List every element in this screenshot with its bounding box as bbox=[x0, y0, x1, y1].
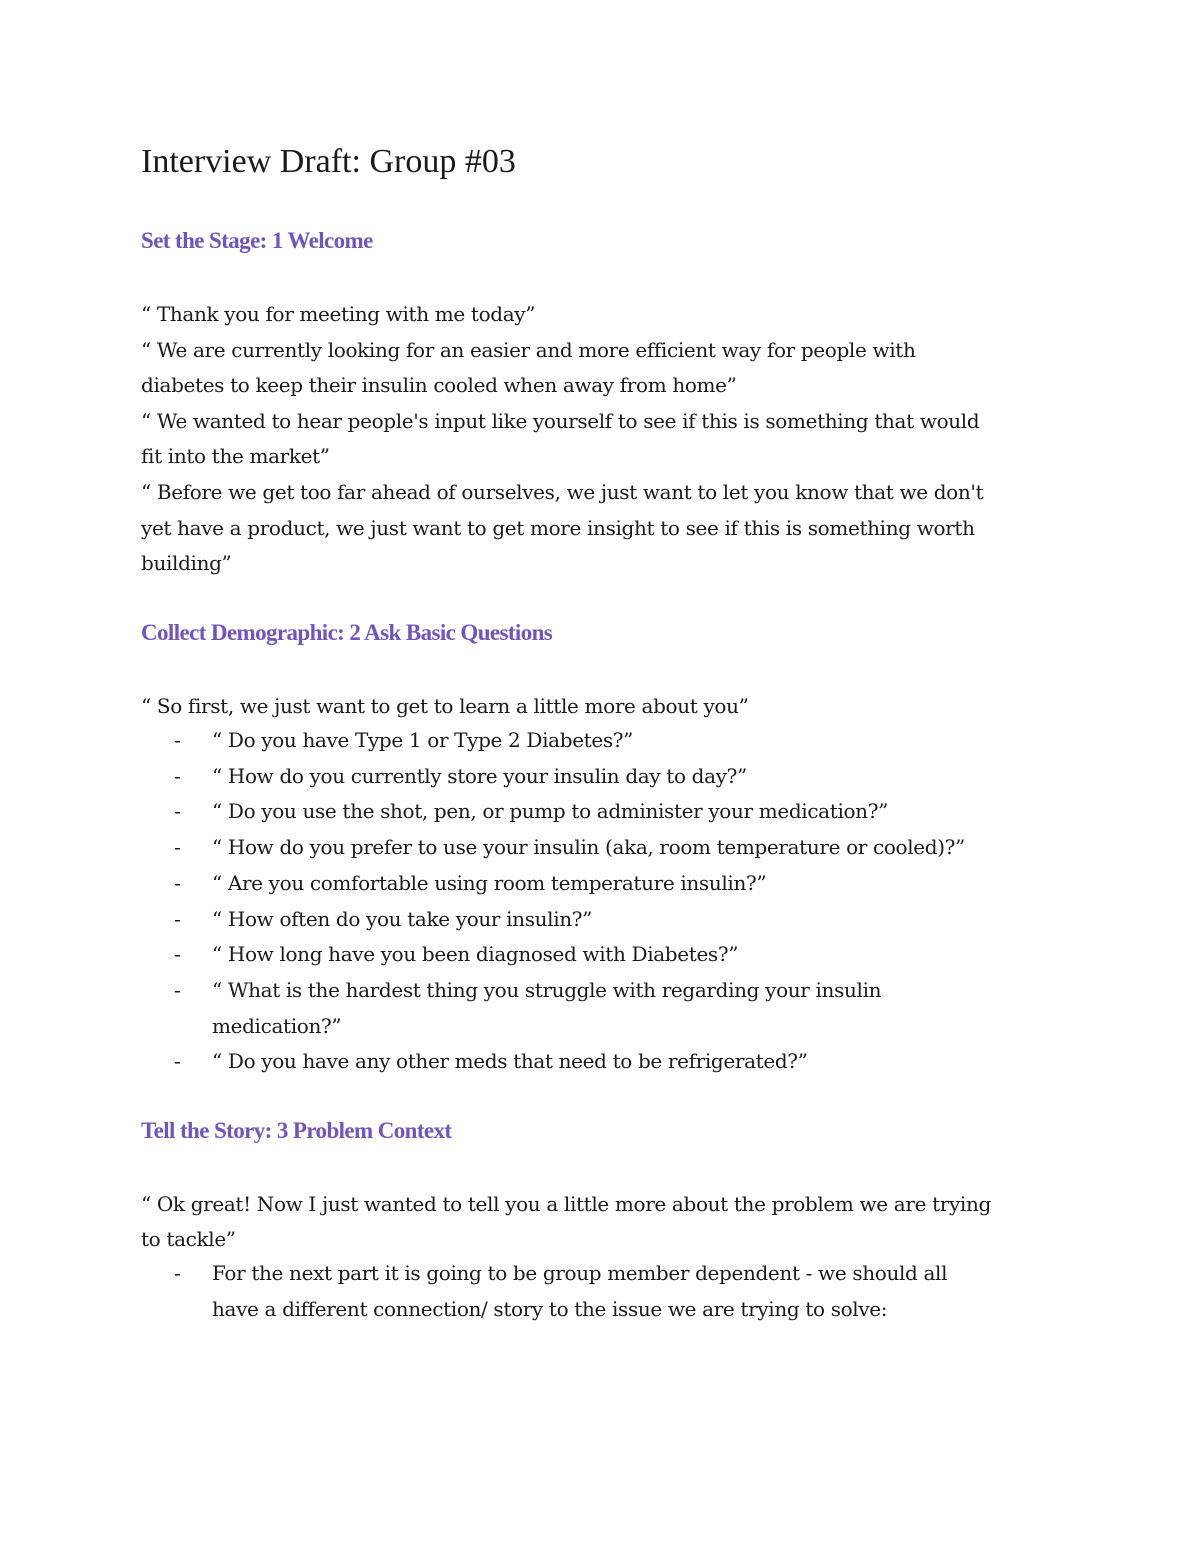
welcome-line-8: building” bbox=[141, 551, 232, 575]
list-item bbox=[141, 1044, 965, 1080]
bullet-dash: - bbox=[174, 835, 181, 860]
story-instruction-continuation: have a different connection/ story to the issue we are trying to solve: bbox=[212, 1296, 888, 1321]
question-text: “ Do you have any other meds that need to be refrigerated?” bbox=[212, 1049, 808, 1074]
bullet-dash: - bbox=[174, 1261, 181, 1285]
section-heading-problem-context: Tell the Story: 3 Problem Context bbox=[141, 1118, 452, 1143]
question-text: “ Are you comfortable using room temperature insulin?” bbox=[212, 870, 767, 895]
list-item bbox=[141, 973, 965, 1044]
bullet-dash: - bbox=[174, 799, 181, 824]
bullet-dash: - bbox=[174, 763, 181, 788]
story-instruction-text: For the next part it is going to be group member dependent - we should all bbox=[212, 1261, 948, 1285]
welcome-line-3: diabetes to keep their insulin cooled when away from home” bbox=[141, 373, 737, 397]
list-item bbox=[141, 794, 965, 830]
document-title: Interview Draft: Group #03 bbox=[141, 143, 516, 180]
question-text: “ How often do you take your insulin?” bbox=[212, 906, 593, 931]
bullet-dash: - bbox=[174, 728, 181, 752]
bullet-dash: - bbox=[174, 942, 181, 967]
list-item bbox=[141, 759, 965, 795]
list-item bbox=[141, 723, 965, 759]
question-text: “ How long have you been diagnosed with Diabetes?” bbox=[212, 942, 739, 967]
question-text: “ Do you have Type 1 or Type 2 Diabetes?” bbox=[212, 728, 634, 752]
problem-context-list bbox=[141, 1256, 947, 1327]
list-item bbox=[141, 866, 965, 902]
welcome-line-4: “ We wanted to hear people's input like yourself to see if this is something that would bbox=[141, 409, 980, 433]
question-text-continuation: medication?” bbox=[212, 1013, 342, 1038]
bullet-dash: - bbox=[174, 1049, 181, 1074]
list-item bbox=[141, 830, 965, 866]
welcome-line-5: fit into the market” bbox=[141, 444, 330, 468]
question-text: “ What is the hardest thing you struggle with regarding your insulin bbox=[212, 977, 882, 1002]
bullet-dash: - bbox=[174, 977, 181, 1002]
demographic-intro: “ So first, we just want to get to learn a little more about you” bbox=[141, 694, 749, 718]
question-text: “ How do you currently store your insulin day to day?” bbox=[212, 763, 747, 788]
list-item bbox=[141, 902, 965, 938]
section-heading-demographic: Collect Demographic: 2 Ask Basic Questions bbox=[141, 620, 553, 645]
bullet-dash: - bbox=[174, 870, 181, 895]
question-text: “ How do you prefer to use your insulin (aka, room temperature or cooled)?” bbox=[212, 835, 965, 860]
welcome-line-1: “ Thank you for meeting with me today” bbox=[141, 302, 536, 326]
problem-intro-line-1: “ Ok great! Now I just wanted to tell you a little more about the problem we are trying bbox=[141, 1192, 991, 1216]
list-item bbox=[141, 937, 965, 973]
problem-intro-line-2: to tackle” bbox=[141, 1227, 236, 1251]
bullet-dash: - bbox=[174, 906, 181, 931]
welcome-line-7: yet have a product, we just want to get more insight to see if this is something worth bbox=[141, 516, 975, 540]
question-text: “ Do you use the shot, pen, or pump to administer your medication?” bbox=[212, 799, 888, 824]
list-item bbox=[141, 1256, 947, 1327]
welcome-line-6: “ Before we get too far ahead of ourselves, we just want to let you know that we don't bbox=[141, 480, 984, 504]
section-heading-welcome: Set the Stage: 1 Welcome bbox=[141, 228, 373, 253]
welcome-line-2: “ We are currently looking for an easier and more efficient way for people with bbox=[141, 338, 916, 362]
demographic-question-list bbox=[141, 723, 965, 1080]
